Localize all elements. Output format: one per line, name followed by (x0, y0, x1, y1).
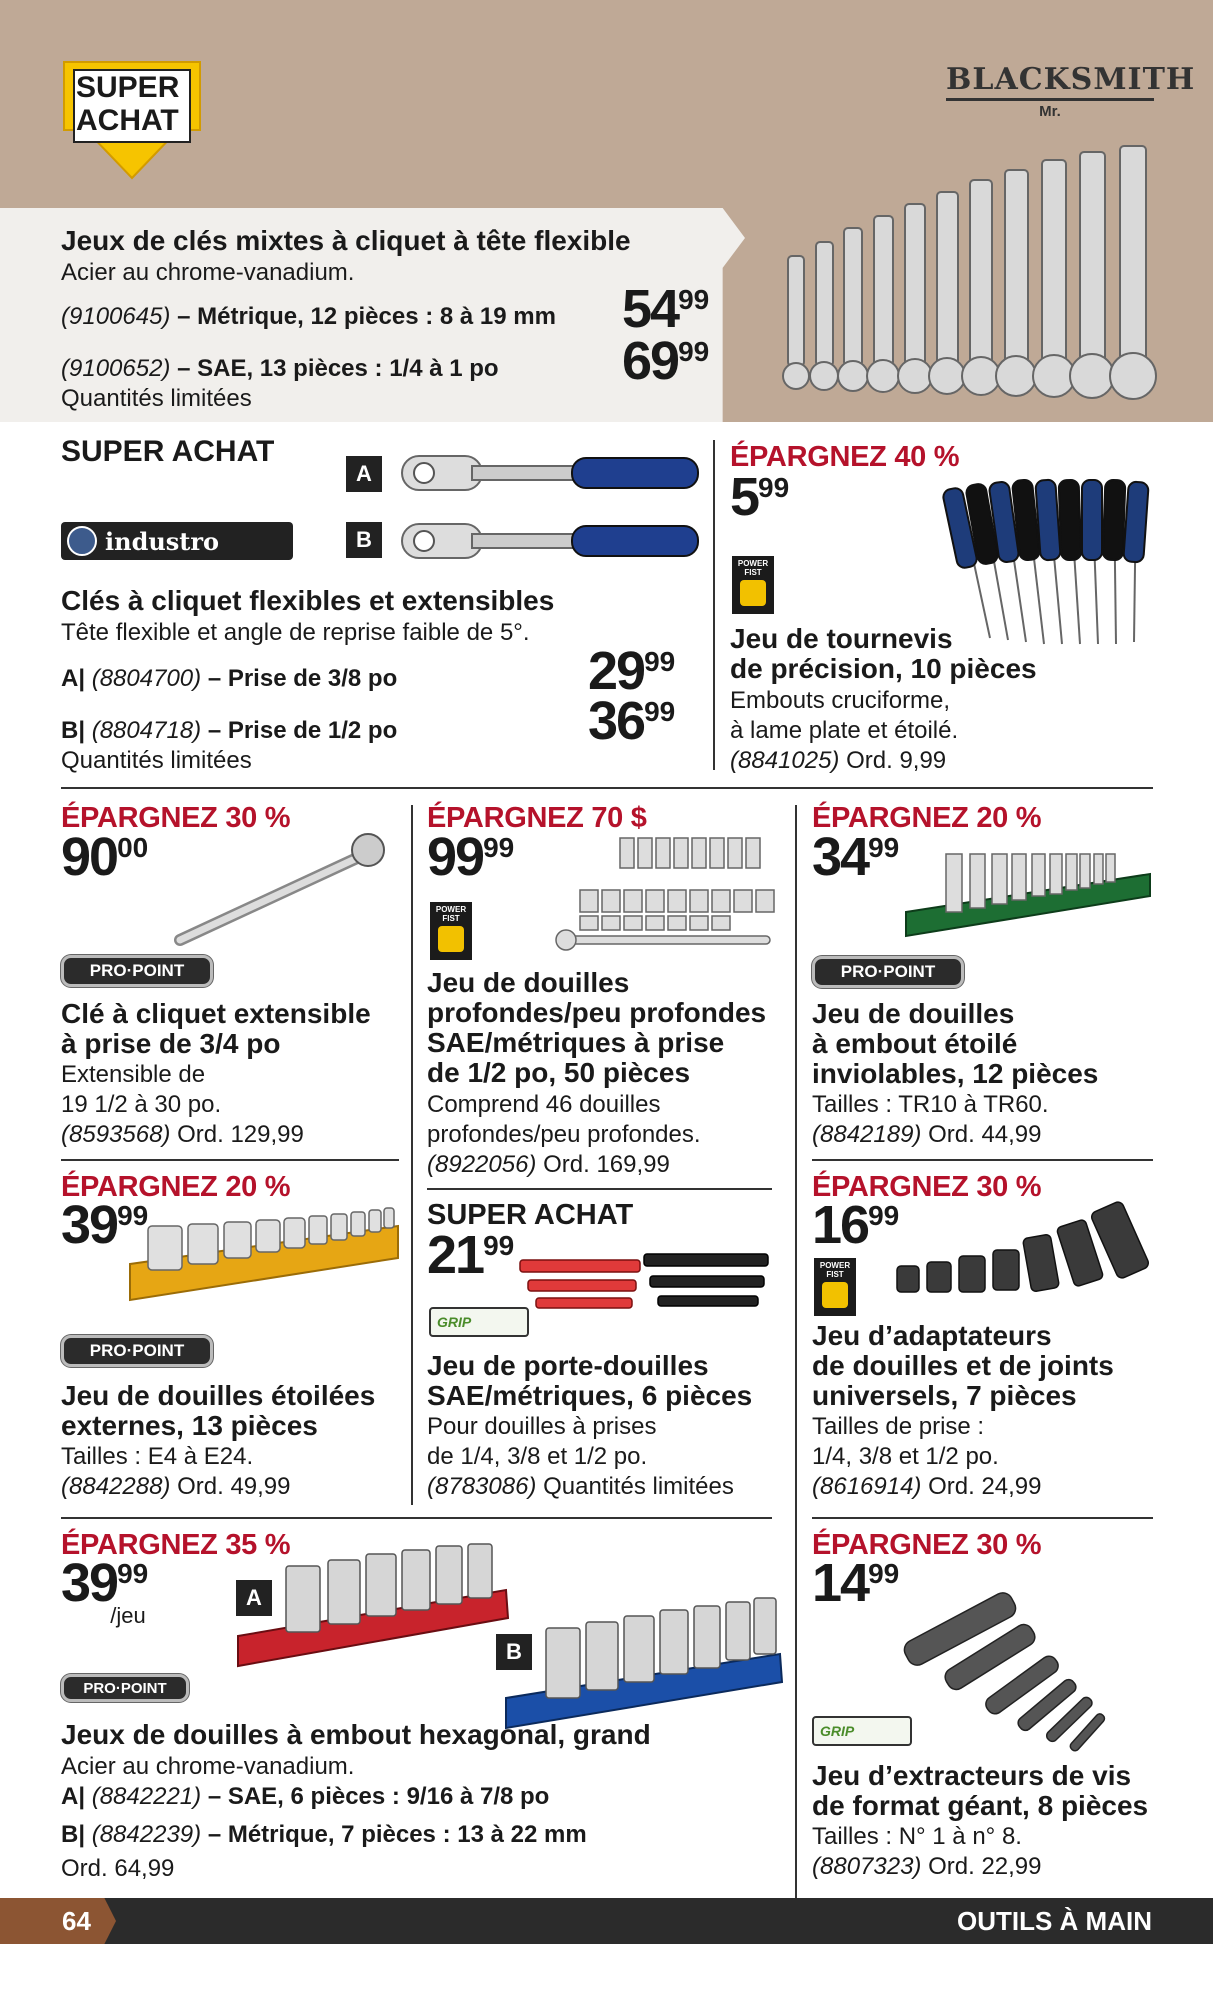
hero-line2 (61, 354, 499, 383)
screwdrivers-sku-line (730, 746, 946, 775)
screwdrivers-price (730, 467, 790, 527)
hero-line2-sku: (9100652) (61, 355, 171, 382)
socket-set-title2: profondes/peu profondes (427, 997, 767, 1028)
adapters-save: ÉPARGNEZ 30 % (812, 1171, 1042, 1203)
hex-set-a-image (236, 1540, 516, 1670)
hex-line-b (61, 1820, 587, 1849)
hex-line-a (61, 1782, 549, 1811)
ext-ratchet-ord: Ord. 129,99 (177, 1121, 304, 1148)
hex-price-main: 39 (61, 1553, 118, 1613)
holders-title1: Jeu de porte-douilles (427, 1350, 709, 1381)
ext-ratchet-sku-line (61, 1120, 304, 1149)
tamper-title1: Jeu de douilles (812, 998, 1015, 1029)
socket-set-sku-line (427, 1150, 670, 1179)
screwdrivers-desc2: à lame plate et étoilé. (730, 717, 959, 744)
badge-line2: ACHAT (76, 104, 179, 137)
ratchets-a-sku: (8804700) (91, 665, 202, 692)
adapters-title2: de douilles et de joints (812, 1350, 1114, 1381)
screwdrivers-title2: de précision, 10 pièces (730, 653, 1037, 684)
socket-set-title4: de 1/2 po, 50 pièces (427, 1057, 691, 1088)
ratchets-heading: SUPER ACHAT (61, 435, 275, 468)
extractors-title1: Jeu d’extracteurs de vis (812, 1760, 1132, 1791)
external-star-title1: Jeu de douilles étoilées (61, 1380, 376, 1411)
hex-b-text: – Métrique, 7 pièces : 13 à 22 mm (207, 1821, 587, 1848)
ratchets-note: Quantités limitées (61, 747, 252, 774)
divider-row2-mid (427, 1188, 772, 1190)
holders-price-cents: 99 (483, 1230, 515, 1261)
hex-title: Jeux de douilles à embout hexagonal, grand (61, 1719, 651, 1750)
ratchets-price-b-main: 36 (588, 691, 645, 751)
holders-heading: SUPER ACHAT (427, 1199, 634, 1231)
holders-desc1: Pour douilles à prises (427, 1413, 657, 1440)
hero-price2 (622, 331, 710, 391)
propoint-logo-hex (61, 1674, 189, 1702)
extractors-image (900, 1586, 1130, 1756)
socket-set-save: ÉPARGNEZ 70 $ (427, 802, 647, 834)
ratchet-tag-a: A (346, 456, 382, 492)
divider-row3-right (812, 1517, 1153, 1519)
blacksmith-logo (946, 62, 1196, 124)
holders-sku-line (427, 1472, 734, 1501)
hero-line2-text: – SAE, 13 pièces : 1/4 à 1 po (177, 355, 499, 382)
hex-b-label: B| (61, 1821, 86, 1848)
ext-ratchet-title2: à prise de 3/4 po (61, 1028, 281, 1059)
adapters-price (812, 1195, 900, 1255)
divider-vertical-col2 (795, 805, 797, 1905)
adapters-ord: Ord. 24,99 (928, 1473, 1042, 1500)
grip-logo-holders (429, 1307, 529, 1337)
screwdrivers-price-cents: 99 (758, 472, 790, 503)
hero-line1-sku: (9100645) (61, 303, 171, 330)
external-star-sku-line (61, 1472, 291, 1501)
socket-set-desc1: Comprend 46 douilles (427, 1091, 661, 1118)
grip-logo-extractors (812, 1716, 912, 1746)
propoint-logo-ext-ratchet (61, 955, 213, 987)
adapters-image (895, 1196, 1155, 1306)
screwdrivers-ord: Ord. 9,99 (846, 747, 947, 774)
socket-set-desc2: profondes/peu profondes. (427, 1121, 701, 1148)
badge-line1: SUPER (76, 71, 180, 104)
hero-title: Jeux de clés mixtes à cliquet à tête flexible (61, 225, 631, 256)
divider-row2-left (61, 1159, 399, 1161)
tamper-title2: à embout étoilé (812, 1028, 1018, 1059)
hex-set-b-image (500, 1592, 785, 1732)
ratchets-price-a-main: 29 (588, 641, 645, 701)
external-star-set-image (128, 1196, 403, 1306)
external-star-save: ÉPARGNEZ 20 % (61, 1171, 291, 1203)
powerfist-logo (732, 556, 774, 614)
ext-ratchet-price-main: 90 (61, 827, 118, 887)
adapters-desc1: Tailles de prise : (812, 1413, 985, 1440)
powerfist-logo-text: POWER FIST (737, 559, 769, 577)
ext-ratchet-title1: Clé à cliquet extensible (61, 998, 371, 1029)
hex-a-sku: (8842221) (91, 1783, 202, 1810)
ratchets-a-label: A| (61, 665, 86, 692)
ratchet-b-image (402, 516, 702, 566)
tamper-desc1: Tailles : TR10 à TR60. (812, 1091, 1049, 1118)
extractors-price (812, 1553, 900, 1613)
hero-price1-cents: 99 (678, 284, 710, 315)
tamper-price-main: 34 (812, 827, 869, 887)
ext-ratchet-image (170, 830, 390, 950)
hex-ord: Ord. 64,99 (61, 1855, 175, 1882)
ratchets-line-a (61, 664, 397, 693)
hex-price (61, 1553, 149, 1628)
divider-vertical-col1 (411, 805, 413, 1505)
external-star-desc1: Tailles : E4 à E24. (61, 1443, 254, 1470)
external-star-ord: Ord. 49,99 (177, 1473, 291, 1500)
extractors-desc1: Tailles : N° 1 à n° 8. (812, 1823, 1022, 1850)
ratchets-b-label: B| (61, 717, 86, 744)
footer-page-tab (0, 1898, 116, 1944)
screwdrivers-title1: Jeu de tournevis (730, 623, 953, 654)
industro-logo-icon (67, 526, 97, 556)
holders-title2: SAE/métriques, 6 pièces (427, 1380, 753, 1411)
adapters-title1: Jeu d’adaptateurs (812, 1320, 1052, 1351)
holders-desc2: de 1/4, 3/8 et 1/2 po. (427, 1443, 648, 1470)
socket-set-ord: Ord. 169,99 (543, 1151, 670, 1178)
grip-logo-text: GRIP (437, 1314, 472, 1330)
socket-set-title3: SAE/métriques à prise (427, 1027, 725, 1058)
footer-page-number: 64 (62, 1906, 91, 1936)
extractors-sku-line (812, 1852, 1042, 1881)
hero-price2-main: 69 (622, 331, 679, 391)
socket-set-price-cents: 99 (483, 832, 515, 863)
propoint-logo-external-star (61, 1335, 213, 1367)
adapters-sku-line (812, 1472, 1042, 1501)
propoint-logo-text: PRO·POINT (840, 962, 936, 981)
adapters-sku: (8616914) (812, 1473, 922, 1500)
extractors-save: ÉPARGNEZ 30 % (812, 1529, 1042, 1561)
ratchets-line-b (61, 716, 397, 745)
ratchets-price-b-cents: 99 (644, 696, 676, 727)
extractors-price-cents: 99 (868, 1558, 900, 1589)
hex-tag-b: B (496, 1634, 532, 1670)
hero-note: Quantités limitées (61, 385, 252, 412)
hero-price2-cents: 99 (678, 336, 710, 367)
ratchets-price-a-cents: 99 (644, 646, 676, 677)
external-star-title2: externes, 13 pièces (61, 1410, 318, 1441)
hex-b-sku: (8842239) (91, 1821, 202, 1848)
extractors-ord: Ord. 22,99 (928, 1853, 1042, 1880)
divider-row3-left (61, 1517, 772, 1519)
hex-price-cents: 99 (117, 1558, 149, 1589)
industro-logo-text: industro (105, 526, 220, 556)
ext-ratchet-save: ÉPARGNEZ 30 % (61, 802, 291, 834)
grip-logo-text: GRIP (820, 1723, 855, 1739)
tamper-sku: (8842189) (812, 1121, 922, 1148)
divider-row2-right (812, 1159, 1153, 1161)
propoint-logo-text: PRO·POINT (89, 961, 185, 980)
adapters-title3: universels, 7 pièces (812, 1380, 1077, 1411)
extractors-price-main: 14 (812, 1553, 869, 1613)
ratchets-subtitle: Tête flexible et angle de reprise faible de 5°. (61, 619, 530, 646)
tamper-sku-line (812, 1120, 1042, 1149)
tamper-set-image (900, 834, 1155, 944)
tamper-save: ÉPARGNEZ 20 % (812, 802, 1042, 834)
tamper-title3: inviolables, 12 pièces (812, 1058, 1099, 1089)
screwdrivers-sku: (8841025) (730, 747, 840, 774)
hero-price1-main: 54 (622, 279, 679, 339)
ratchets-b-sku: (8804718) (91, 717, 202, 744)
ext-ratchet-desc2: 19 1/2 à 30 po. (61, 1091, 222, 1118)
adapters-desc2: 1/4, 3/8 et 1/2 po. (812, 1443, 999, 1470)
extractors-sku: (8807323) (812, 1853, 922, 1880)
divider-vertical-top (713, 440, 715, 770)
propoint-logo-text: PRO·POINT (83, 1679, 167, 1697)
hex-price-unit: /jeu (110, 1603, 146, 1628)
hex-a-text: – SAE, 6 pièces : 9/16 à 7/8 po (207, 1783, 550, 1810)
ratchets-b-text: – Prise de 1/2 po (207, 717, 398, 744)
socket-holders-image (520, 1250, 770, 1320)
hero-line1-text: – Métrique, 12 pièces : 8 à 19 mm (177, 303, 556, 330)
propoint-logo-tamper (812, 956, 964, 988)
ext-ratchet-price-cents: 00 (117, 832, 149, 863)
screwdriver-set-image (950, 478, 1160, 648)
socket-set-price (427, 827, 515, 887)
ratchets-price-b (588, 691, 676, 751)
ratchets-a-text: – Prise de 3/8 po (207, 665, 398, 692)
propoint-logo-text: PRO·POINT (89, 1341, 185, 1360)
ext-ratchet-price (61, 827, 149, 887)
tamper-price (812, 827, 900, 887)
ratchet-a-image (402, 448, 702, 498)
blacksmith-logo-text: BLACKSMITH (946, 62, 1154, 101)
hex-subtitle: Acier au chrome-vanadium. (61, 1753, 355, 1780)
external-star-sku: (8842288) (61, 1473, 171, 1500)
hex-a-label: A| (61, 1783, 86, 1810)
footer-section: OUTILS À MAIN (957, 1906, 1152, 1936)
powerfist-logo-socket-set (430, 902, 472, 960)
hex-save: ÉPARGNEZ 35 % (61, 1529, 291, 1561)
industro-logo (61, 522, 293, 560)
hero-price1 (622, 279, 710, 339)
ratchets-price-a (588, 641, 676, 701)
extractors-title2: de format géant, 8 pièces (812, 1790, 1149, 1821)
socket-set-price-main: 99 (427, 827, 484, 887)
external-star-price-main: 39 (61, 1195, 118, 1255)
screwdrivers-desc1: Embouts cruciforme, (730, 687, 951, 714)
wrench-set-image (780, 146, 1160, 406)
external-star-price-cents: 99 (117, 1200, 149, 1231)
holders-note: Quantités limitées (543, 1473, 734, 1500)
blacksmith-logo-sub: Mr. (1039, 103, 1061, 120)
powerfist-logo-text: POWER FIST (819, 1261, 851, 1279)
socket-set-image (560, 836, 780, 956)
holders-price (427, 1225, 515, 1285)
ratchet-tag-b: B (346, 522, 382, 558)
divider-row1 (61, 787, 1153, 789)
ext-ratchet-desc1: Extensible de (61, 1061, 206, 1088)
powerfist-logo-adapters (814, 1258, 856, 1316)
ratchets-title: Clés à cliquet flexibles et extensibles (61, 585, 555, 616)
screwdrivers-price-main: 5 (730, 467, 759, 527)
holders-price-main: 21 (427, 1225, 484, 1285)
powerfist-logo-text: POWER FIST (435, 905, 467, 923)
ext-ratchet-sku: (8593568) (61, 1121, 171, 1148)
screwdrivers-save: ÉPARGNEZ 40 % (730, 441, 960, 473)
socket-set-sku: (8922056) (427, 1151, 537, 1178)
adapters-price-main: 16 (812, 1195, 869, 1255)
tamper-price-cents: 99 (868, 832, 900, 863)
adapters-price-cents: 99 (868, 1200, 900, 1231)
socket-set-title1: Jeu de douilles (427, 967, 630, 998)
tamper-ord: Ord. 44,99 (928, 1121, 1042, 1148)
hero-line1 (61, 302, 556, 331)
holders-sku: (8783086) (427, 1473, 537, 1500)
hex-tag-a: A (236, 1580, 272, 1616)
hero-subtitle: Acier au chrome-vanadium. (61, 259, 355, 286)
